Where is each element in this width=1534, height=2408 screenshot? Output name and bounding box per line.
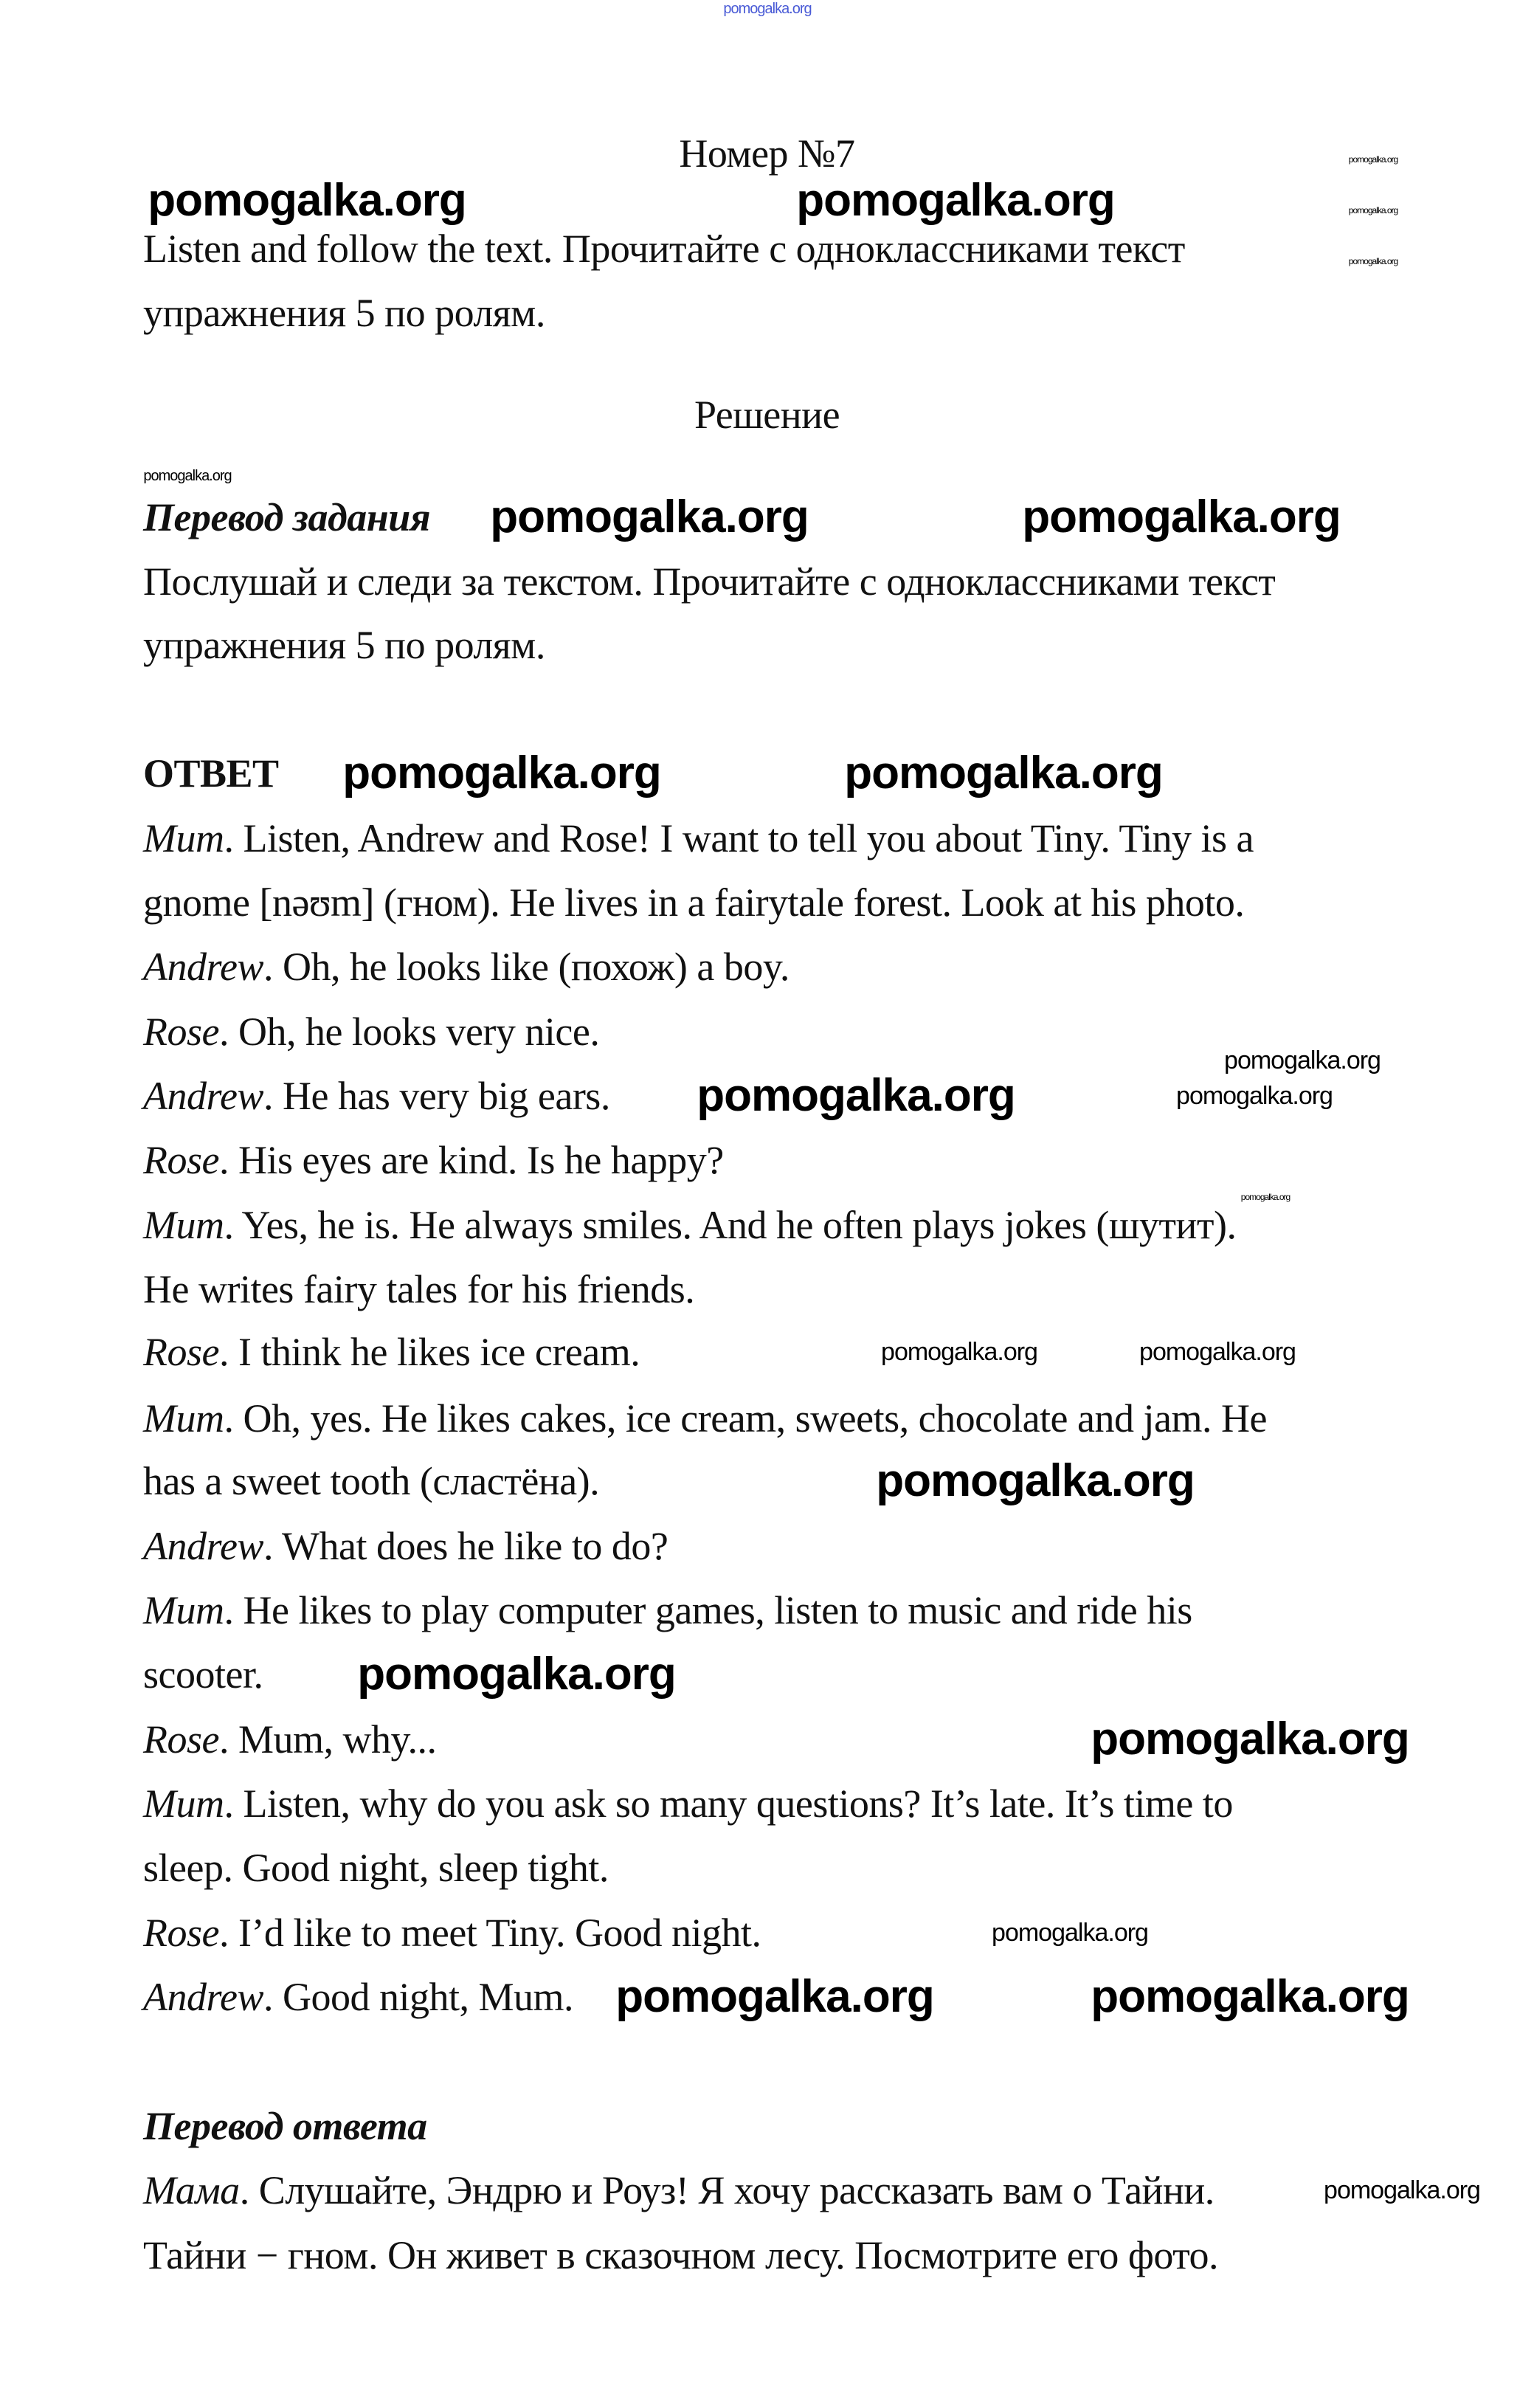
- line-text: . Слушайте, Эндрю и Роуз! Я хочу рассказать вам о Тайни.: [239, 2168, 1215, 2212]
- dialogue-line: [143, 1781, 1233, 1826]
- task-line: упражнения 5 по ролям.: [143, 291, 545, 335]
- dialogue-line: [143, 1910, 761, 1956]
- dialogue-line: [143, 1266, 694, 1312]
- dialogue-line: [143, 1587, 1192, 1633]
- speaker: Mum: [143, 1396, 224, 1441]
- line-text: He writes fairy tales for his friends.: [143, 1267, 695, 1311]
- watermark: pomogalka.org: [1348, 256, 1398, 266]
- watermark: pomogalka.org: [1022, 491, 1341, 542]
- dialogue-line: [143, 1202, 1237, 1248]
- watermark: pomogalka.org: [697, 1070, 1015, 1121]
- watermark: pomogalka.org: [1139, 1338, 1296, 1366]
- watermark: pomogalka.org: [1091, 1971, 1409, 2022]
- watermark: pomogalka.org: [876, 1455, 1195, 1506]
- line-text: Тайни − гном. Он живет в сказочном лесу. Посмотрите его фото.: [143, 2233, 1219, 2277]
- watermark: pomogalka.org: [143, 468, 232, 484]
- speaker: Andrew: [143, 945, 263, 989]
- watermark: pomogalka.org: [1348, 154, 1398, 165]
- watermark: pomogalka.org: [357, 1649, 676, 1700]
- speaker: Andrew: [143, 1975, 263, 2019]
- translation-line: [143, 2232, 1218, 2278]
- watermark: pomogalka.org: [1176, 1082, 1333, 1110]
- watermark: pomogalka.org: [844, 748, 1163, 798]
- speaker: Mum: [143, 1203, 224, 1247]
- dialogue-line: [143, 880, 1244, 925]
- watermark: pomogalka.org: [1091, 1714, 1409, 1764]
- dialogue-line: [143, 1845, 609, 1891]
- line-text: . Listen, Andrew and Rose! I want to tell you about Tiny. Tiny is a: [224, 816, 1254, 860]
- speaker: Mum: [143, 816, 224, 860]
- watermark: pomogalka.org: [148, 175, 466, 226]
- speaker: Andrew: [143, 1524, 263, 1568]
- speaker: Rose: [143, 1330, 219, 1374]
- dialogue-line: [143, 1523, 668, 1569]
- line-text: . Yes, he is. He always smiles. And he often plays jokes (шутит).: [224, 1203, 1237, 1247]
- task-translation-line: Послушай и следи за текстом. Прочитайте с одноклассниками текст: [143, 559, 1276, 604]
- speaker: Mum: [143, 1588, 224, 1632]
- line-text: scooter.: [143, 1652, 263, 1697]
- line-text: . Oh, yes. He likes cakes, ice cream, sweets, chocolate and jam. He: [224, 1396, 1267, 1441]
- watermark: pomogalka.org: [615, 1971, 934, 2022]
- line-text: gnome [nəʊm] (гном). He lives in a fairytale forest. Look at his photo.: [143, 880, 1245, 925]
- task-translation-heading: Перевод задания: [143, 495, 431, 539]
- task-translation-line: упражнения 5 по ролям.: [143, 623, 545, 667]
- speaker: Мама: [143, 2168, 240, 2212]
- speaker: Rose: [143, 1010, 219, 1054]
- watermark: pomogalka.org: [796, 175, 1115, 226]
- line-text: . I’d like to meet Tiny. Good night.: [218, 1911, 761, 1955]
- header-watermark: pomogalka.org: [723, 1, 812, 17]
- dialogue-line: [143, 1073, 610, 1119]
- line-text: has a sweet tooth (сластёна).: [143, 1459, 600, 1503]
- dialogue-line: [143, 815, 1254, 861]
- watermark: pomogalka.org: [1224, 1046, 1381, 1074]
- watermark: pomogalka.org: [342, 748, 661, 798]
- watermark: pomogalka.org: [1240, 1192, 1291, 1202]
- watermark: pomogalka.org: [992, 1919, 1148, 1947]
- dialogue-line: [143, 944, 790, 990]
- line-text: . I think he likes ice cream.: [218, 1330, 640, 1374]
- line-text: . His eyes are kind. Is he happy?: [218, 1138, 724, 1182]
- line-text: sleep. Good night, sleep tight.: [143, 1846, 609, 1890]
- line-text: . Good night, Mum.: [263, 1975, 574, 2019]
- watermark: pomogalka.org: [881, 1338, 1037, 1366]
- dialogue-line: [143, 1009, 599, 1055]
- speaker: Rose: [143, 1717, 219, 1762]
- dialogue-line: [143, 1396, 1267, 1441]
- task-line: Listen and follow the text. Прочитайте с одноклассниками текст: [143, 227, 1185, 271]
- watermark: pomogalka.org: [1348, 205, 1398, 215]
- dialogue-line: [143, 1137, 724, 1183]
- solution-heading: Решение: [694, 393, 840, 437]
- watermark: pomogalka.org: [1324, 2176, 1480, 2204]
- translation-line: [143, 2167, 1215, 2213]
- answer-heading: ОТВЕТ: [143, 751, 279, 796]
- line-text: . Listen, why do you ask so many questions? It’s late. It’s time to: [224, 1781, 1233, 1826]
- dialogue-line: [143, 1458, 599, 1504]
- page-title: Номер №7: [679, 131, 855, 176]
- answer-translation-heading: Перевод ответа: [143, 2104, 427, 2148]
- dialogue-line: [143, 1329, 640, 1375]
- speaker: Andrew: [143, 1074, 263, 1118]
- speaker: Rose: [143, 1911, 219, 1955]
- line-text: . Oh, he looks like (похож) a boy.: [263, 945, 790, 989]
- dialogue-line: [143, 1652, 263, 1697]
- speaker: Rose: [143, 1138, 219, 1182]
- line-text: . Mum, why...: [218, 1717, 437, 1762]
- line-text: . He has very big ears.: [263, 1074, 610, 1118]
- line-text: . He likes to play computer games, listen to music and ride his: [224, 1588, 1192, 1632]
- watermark: pomogalka.org: [490, 491, 809, 542]
- speaker: Mum: [143, 1781, 224, 1826]
- line-text: . Oh, he looks very nice.: [218, 1010, 600, 1054]
- dialogue-line: [143, 1974, 573, 2020]
- dialogue-line: [143, 1717, 436, 1762]
- line-text: . What does he like to do?: [263, 1524, 668, 1568]
